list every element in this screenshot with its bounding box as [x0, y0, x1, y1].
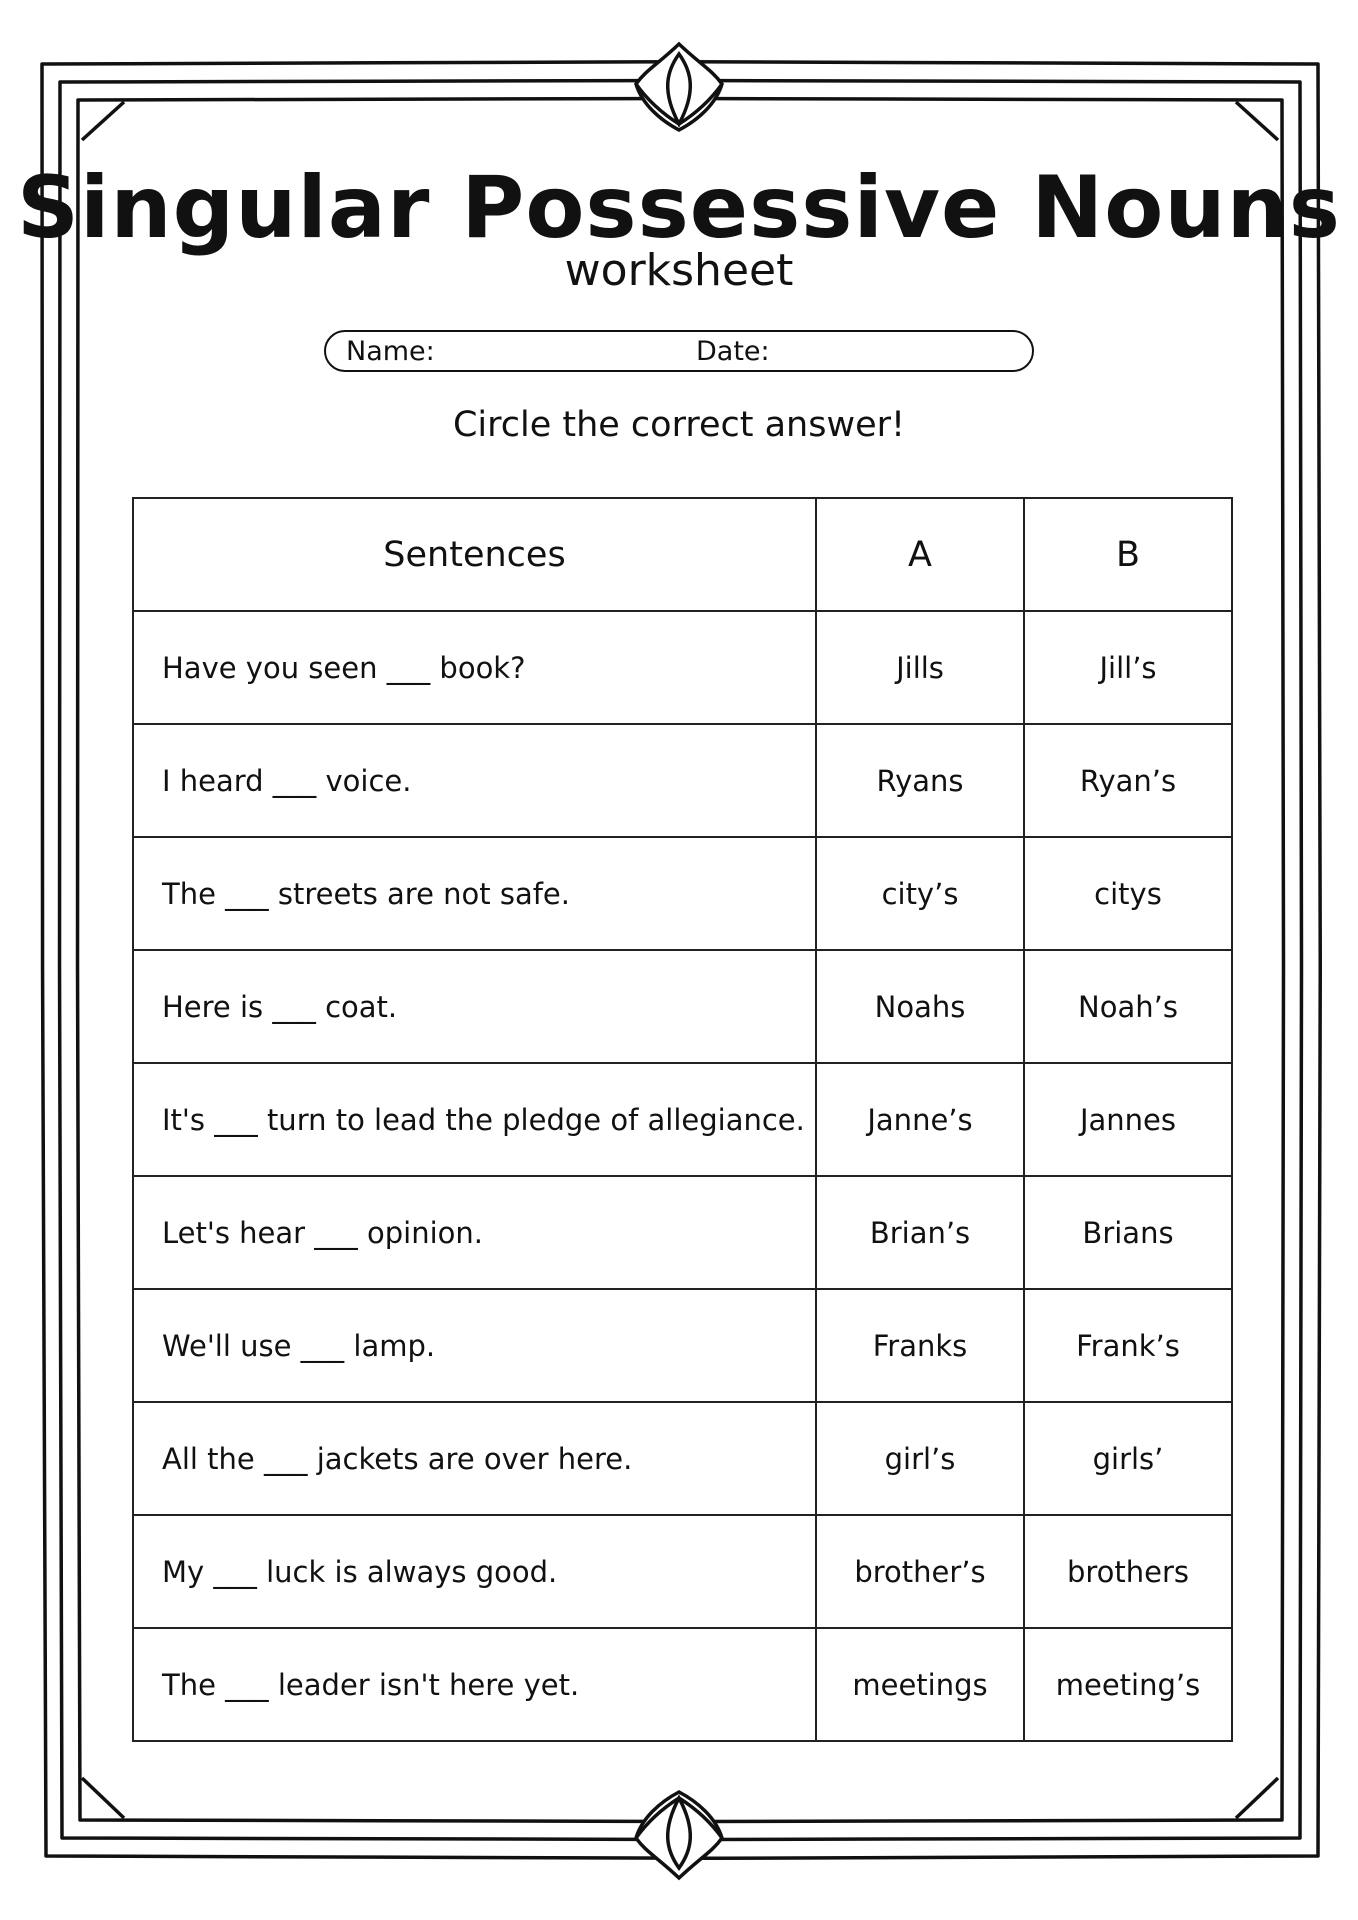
choice-b-cell[interactable]: Frank’s — [1024, 1289, 1232, 1402]
worksheet-title: Singular Possessive Nouns — [17, 158, 1341, 258]
choice-b-cell[interactable]: Brians — [1024, 1176, 1232, 1289]
sentence-cell: Have you seen ___ book? — [133, 611, 816, 724]
sentence-cell: Let's hear ___ opinion. — [133, 1176, 816, 1289]
table-row — [133, 837, 1232, 950]
answer-table — [132, 497, 1233, 1742]
sentence-cell: I heard ___ voice. — [133, 724, 816, 837]
choice-a-cell[interactable]: city’s — [816, 837, 1024, 950]
date-label: Date: — [696, 336, 770, 367]
choice-b-cell[interactable]: girls’ — [1024, 1402, 1232, 1515]
choice-b-cell[interactable]: Jill’s — [1024, 611, 1232, 724]
choice-b-cell[interactable]: Noah’s — [1024, 950, 1232, 1063]
choice-a-cell[interactable]: meetings — [816, 1628, 1024, 1741]
top-ornament-icon — [636, 44, 722, 130]
sentence-cell: Here is ___ coat. — [133, 950, 816, 1063]
choice-a-cell[interactable]: Brian’s — [816, 1176, 1024, 1289]
choice-a-cell[interactable]: Janne’s — [816, 1063, 1024, 1176]
column-header-a: A — [816, 498, 1024, 611]
choice-a-cell[interactable]: brother’s — [816, 1515, 1024, 1628]
sentence-cell: The ___ streets are not safe. — [133, 837, 816, 950]
sentence-cell: It's ___ turn to lead the pledge of allegiance. — [133, 1063, 816, 1176]
name-date-field[interactable] — [324, 330, 1034, 372]
table-row — [133, 1628, 1232, 1741]
table-row — [133, 611, 1232, 724]
choice-b-cell[interactable]: meeting’s — [1024, 1628, 1232, 1741]
worksheet-subtitle: worksheet — [564, 245, 794, 296]
table-row — [133, 950, 1232, 1063]
table-row — [133, 724, 1232, 837]
choice-a-cell[interactable]: girl’s — [816, 1402, 1024, 1515]
table-row — [133, 1515, 1232, 1628]
instruction-text: Circle the correct answer! — [452, 405, 906, 445]
sentence-cell: My ___ luck is always good. — [133, 1515, 816, 1628]
sentence-cell: All the ___ jackets are over here. — [133, 1402, 816, 1515]
table-row — [133, 1176, 1232, 1289]
table-row — [133, 1402, 1232, 1515]
table-row — [133, 1063, 1232, 1176]
choice-a-cell[interactable]: Ryans — [816, 724, 1024, 837]
name-label: Name: — [346, 336, 435, 367]
choice-a-cell[interactable]: Jills — [816, 611, 1024, 724]
sentence-cell: The ___ leader isn't here yet. — [133, 1628, 816, 1741]
choice-b-cell[interactable]: Jannes — [1024, 1063, 1232, 1176]
table-row — [133, 1289, 1232, 1402]
column-header-b: B — [1024, 498, 1232, 611]
bottom-ornament-icon — [636, 1792, 722, 1878]
choice-a-cell[interactable]: Franks — [816, 1289, 1024, 1402]
choice-a-cell[interactable]: Noahs — [816, 950, 1024, 1063]
choice-b-cell[interactable]: Ryan’s — [1024, 724, 1232, 837]
sentence-cell: We'll use ___ lamp. — [133, 1289, 816, 1402]
column-header-sentences: Sentences — [133, 498, 816, 611]
choice-b-cell[interactable]: citys — [1024, 837, 1232, 950]
table-header-row — [133, 498, 1232, 611]
choice-b-cell[interactable]: brothers — [1024, 1515, 1232, 1628]
